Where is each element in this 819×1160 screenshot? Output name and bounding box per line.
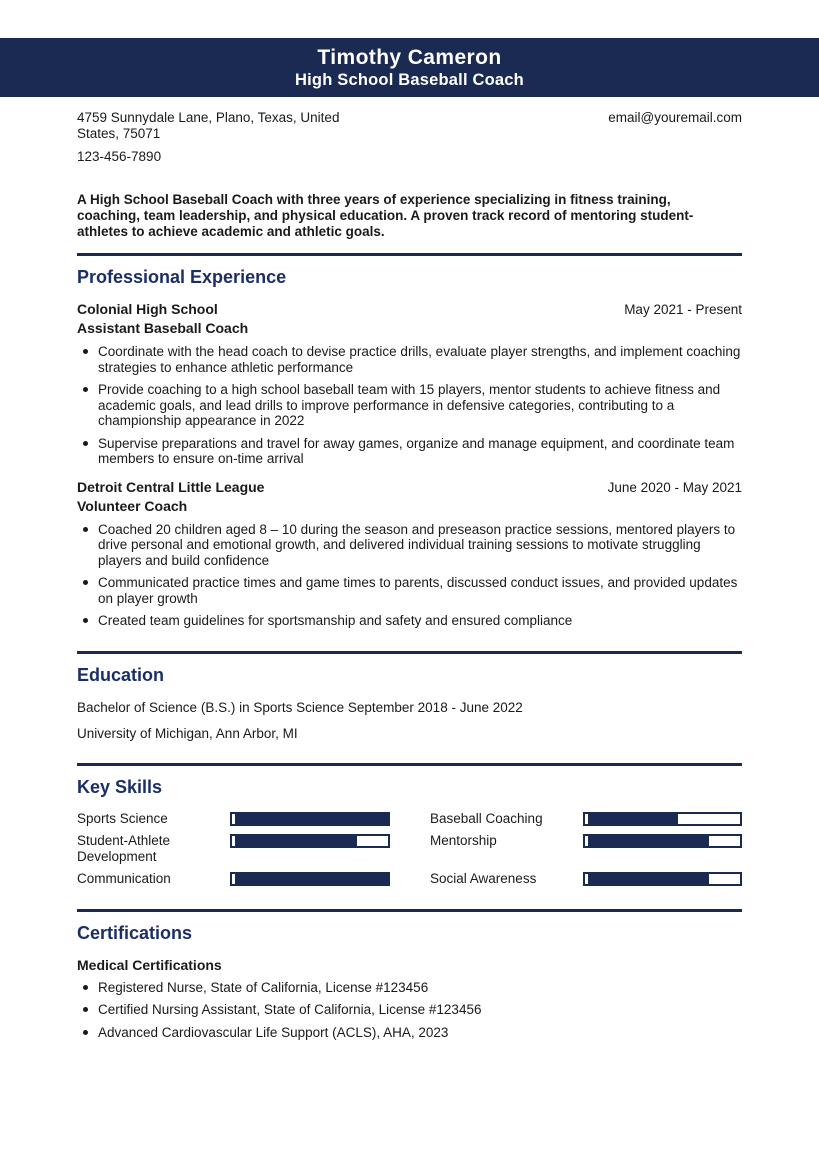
skill-label: Mentorship [430, 833, 497, 848]
section-divider [77, 909, 742, 912]
skill-bar-fill [235, 836, 357, 846]
job-dates: June 2020 - May 2021 [607, 479, 742, 495]
section-heading-skills: Key Skills [77, 776, 163, 797]
skill-bar [583, 872, 742, 886]
skill-bar [230, 812, 390, 826]
skill-label: Baseball Coaching [430, 810, 543, 826]
education-school: University of Michigan, Ann Arbor, MI [77, 725, 298, 741]
skill-label: Student-Athlete Development [77, 833, 171, 864]
address-line-1: 4759 Sunnydale Lane, Plano, Texas, United [77, 110, 340, 125]
skill-bar [230, 834, 390, 848]
skill-label: Social Awareness [430, 871, 537, 886]
job-bullet: Created team guidelines for sportsmanship and safety and ensured compliance [77, 613, 742, 629]
header-band [0, 38, 819, 97]
job-bullet: Coordinate with the head coach to devise practice drills, evaluate player strengths, and implement coaching strategies to enhance athletic performance [77, 344, 742, 375]
skill-label: Communication [77, 871, 171, 886]
certification-list [77, 980, 742, 1041]
job-role: Assistant Baseball Coach [77, 320, 249, 336]
job-bullet: Provide coaching to a high school baseball team with 15 players, mentor students to achieve fitness and academic goals, and lead drills to improve performance in defensive categories, contributing to a championship appearance in 2022 [77, 382, 742, 429]
skill-bar [583, 834, 742, 848]
person-job-title: High School Baseball Coach [295, 70, 524, 89]
job-bullet-list [77, 522, 742, 629]
skill-bar-fill [588, 836, 709, 846]
section-heading-experience: Professional Experience [77, 267, 287, 287]
skill-bar-fill [588, 874, 709, 884]
phone-number: 123-456-7890 [77, 149, 162, 164]
section-heading-certifications: Certifications [77, 922, 193, 943]
skills-grid [77, 811, 742, 887]
skill-bar [230, 872, 390, 886]
skill-bar-fill [235, 874, 388, 884]
job-role: Volunteer Coach [77, 497, 188, 514]
company-name: Detroit Central Little League [77, 478, 265, 495]
contact-block [77, 110, 742, 165]
job-dates: May 2021 - Present [624, 302, 742, 317]
job-bullet: Coached 20 children aged 8 – 10 during the season and preseason practice sessions, mentored players to drive personal and emotional growth, and delivered individual training sessions to motivate struggling players and build confidence [77, 522, 742, 569]
person-name: Timothy Cameron [317, 45, 502, 69]
education-degree: Bachelor of Science (B.S.) in Sports Science September 2018 - June 2022 [77, 699, 523, 715]
job-bullet-list [77, 344, 742, 467]
job-entry [77, 479, 742, 629]
job-bullet: Supervise preparations and travel for away games, organize and manage equipment, and coordinate team members to ensure on-time arrival [77, 436, 742, 467]
job-entry [77, 301, 742, 467]
certification-item: Certified Nursing Assistant, State of California, License #123456 [77, 1002, 742, 1018]
certifications-subheading: Medical Certifications [77, 956, 222, 973]
skill-bar [583, 812, 742, 826]
section-divider [77, 763, 742, 766]
summary-paragraph: A High School Baseball Coach with three years of experience specializing in fitness training, coaching, team leadership, and physical education. A proven track record of mentoring student-athletes to achieve academic and athletic goals. [77, 192, 694, 239]
company-name: Colonial High School [77, 301, 218, 317]
skill-bar-fill [235, 814, 388, 824]
section-divider [77, 651, 742, 654]
skill-label: Sports Science [77, 810, 168, 826]
address-line-2: States, 75071 [77, 126, 161, 141]
section-divider [77, 253, 742, 256]
section-heading-education: Education [77, 664, 165, 685]
skill-bar-fill [588, 814, 678, 824]
job-bullet: Communicated practice times and game times to parents, discussed conduct issues, and provided updates on player growth [77, 575, 742, 606]
email-address: email@youremail.com [608, 110, 742, 125]
certification-item: Registered Nurse, State of California, License #123456 [77, 980, 742, 996]
certification-item: Advanced Cardiovascular Life Support (ACLS), AHA, 2023 [77, 1025, 742, 1041]
